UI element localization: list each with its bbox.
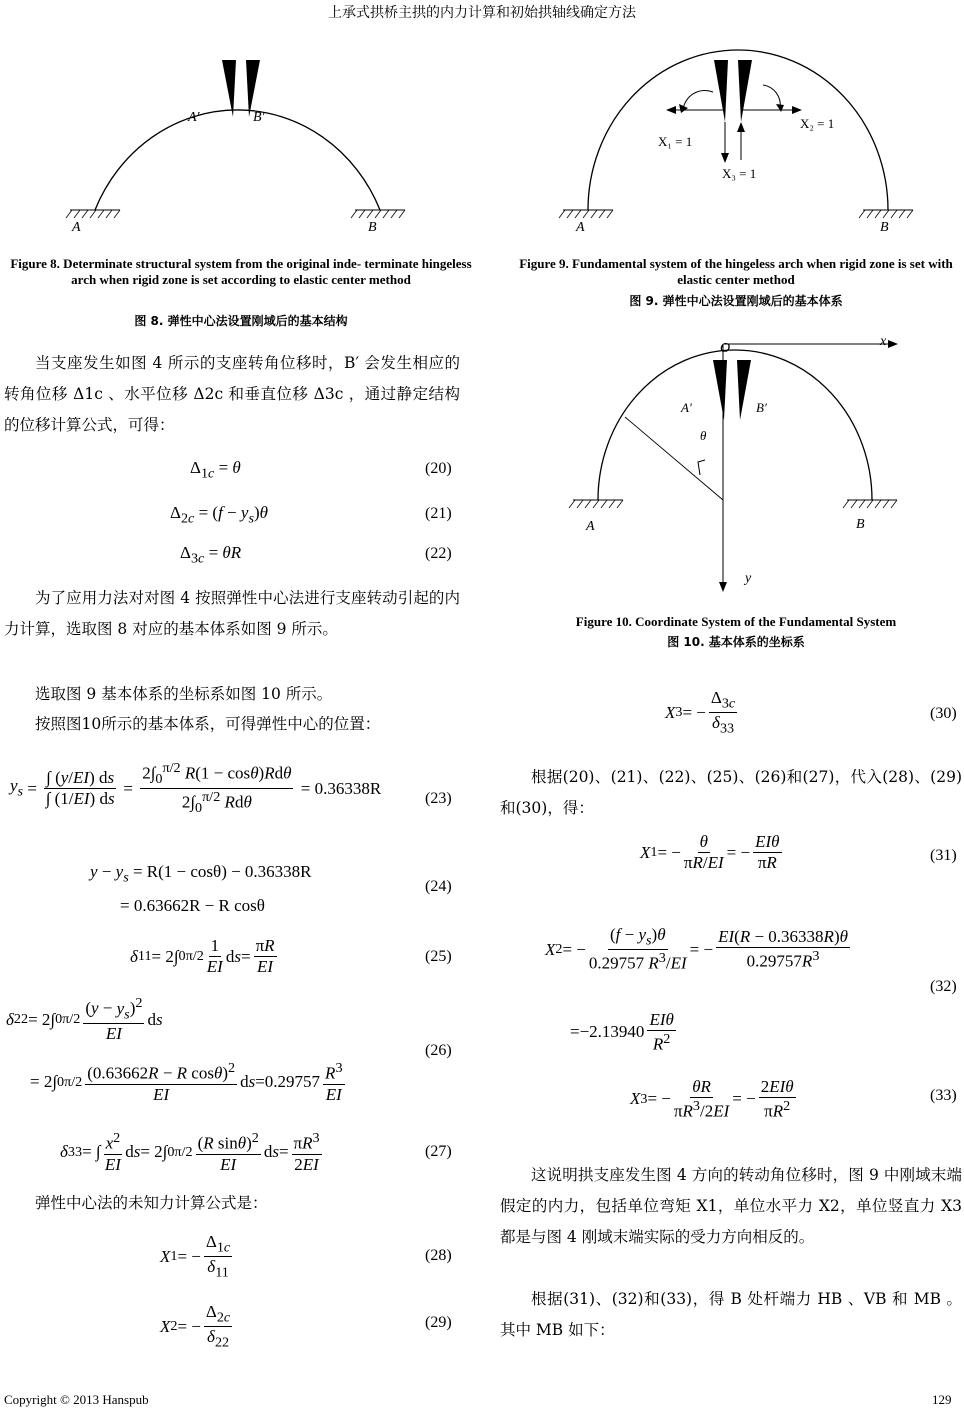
eq-number-23: (23): [425, 790, 452, 807]
equation-29: X 2 = − $\frac{\Delta_{2c}}{\delta_{22}}$: [160, 1302, 231, 1351]
eq-number-20: (20): [425, 460, 452, 477]
label-a: A: [72, 220, 81, 235]
label-x3: X₃ = 1: [722, 166, 757, 181]
eq-number-24: (24): [425, 878, 452, 895]
label-a: A: [576, 220, 585, 235]
label-b-prime: B′: [253, 110, 265, 125]
left-paragraph-5: 弹性中心法的未知力计算公式是：: [35, 1194, 268, 1212]
equation-26-line2: = 2∫ 0 π/2 $\frac{(0.63662R - R \cos\theta)^2}{EI}$ d s = 0.29757 $\frac{R^3}{EI}$: [30, 1060, 343, 1104]
arch-curve: [598, 350, 872, 500]
label-b: B: [880, 220, 889, 235]
equation-30: X 3 = − $\frac{\Delta_{3c}}{\delta_{33}}$: [665, 688, 736, 737]
label-a-prime: A′: [188, 110, 200, 125]
eq-number-25: (25): [425, 948, 452, 965]
eq-number-31: (31): [930, 847, 957, 864]
figure-9-caption-cn: 图 9. 弹性中心法设置刚域后的基本体系: [629, 294, 843, 308]
equation-20: $\Delta_{1c} = \theta$: [190, 458, 241, 482]
eq-number-29: (29): [425, 1314, 452, 1331]
label-x2: X₂ = 1: [800, 116, 835, 131]
eq-number-30: (30): [930, 705, 957, 722]
equation-32: X 2 = − $\frac{(f - y_s)\theta}{0.29757 R^3/EI}$ = − $\frac{EI(R - 0.36338R)\theta}{0.29757R^3}$: [545, 925, 848, 974]
label-b-prime: B′: [756, 400, 767, 415]
figure-9-diagram: [548, 30, 938, 245]
rigid-zone-right: [246, 60, 260, 117]
label-y: y: [745, 571, 752, 586]
equation-22: $\Delta_{3c} = \theta R$: [180, 543, 242, 567]
equation-24-line2: = 0.63662R − R cosθ: [120, 896, 265, 915]
right-paragraph-3: 根据(31)、(32)和(33)，得 B 处杆端力 HB 、VB 和 MB 。其中 MB 如下：: [500, 1290, 962, 1339]
equation-21: $\Delta_{2c} = (f - y_s)\theta$: [170, 503, 268, 527]
figure-9-caption-en: Figure 9. Fundamental system of the hingeless arch when rigid zone is set with elastic center method: [519, 256, 953, 287]
equation-23: $y_s$ = $\frac{\int (y/EI) ds}{\int (1/EI) ds}$ = $\frac{2\int_0^{\pi/2} R(1 - \cos\theta)Rd\theta}{2\int_0^{\pi/2} Rd\theta}$ = 0.36338R: [10, 760, 382, 817]
eq-number-21: (21): [425, 505, 452, 522]
left-paragraph-1: 当支座发生如图 4 所示的支座转角位移时，B′ 会发生相应的转角位移 Δ1c 、水平位移 Δ2c 和垂直位移 Δ3c ，通过静定结构的位移计算公式，可得：: [4, 354, 460, 434]
left-paragraph-2: 为了应用力法对对图 4 按照弹性中心法进行支座转动引起的内力计算，选取图 8 对应的基本体系如图 9 所示。: [4, 589, 460, 638]
equation-31: X 1 = − $\frac{\theta}{\pi R/EI}$ = − $\frac{\text{EIθ}}{\pi R}$: [640, 832, 780, 872]
left-paragraph-4: 按照图10所示的基本体系，可得弹性中心的位置：: [35, 715, 381, 733]
radius-line: [625, 417, 723, 500]
figure-10-caption-cn: 图 10. 基本体系的坐标系: [667, 635, 805, 649]
label-x: x: [880, 334, 887, 349]
right-paragraph-2: 这说明拱支座发生图 4 方向的转动角位移时，图 9 中刚域末端假定的内力，包括单位弯矩 X1，单位水平力 X2，单位竖直力 X3 都是与图 4 刚域末端实际的受力方向相反的。: [500, 1166, 962, 1246]
rigid-zone-left: [222, 60, 236, 117]
eq-number-28: (28): [425, 1247, 452, 1264]
right-paragraph-1: 根据(20)、(21)、(22)、(25)、(26)和(27)，代入(28)、(29)和(30)，得：: [500, 768, 962, 817]
eq-number-22: (22): [425, 545, 452, 562]
equation-27: δ 33 = ∫ $\frac{x^2}{EI}$ d s = 2∫ 0 π/2 $\frac{(R \sin\theta)^2}{EI}$ d s = $\frac{\pi R^3}{2EI}$: [60, 1130, 320, 1174]
figure-8-diagram: [50, 30, 450, 245]
left-paragraph-3: 选取图 9 基本体系的坐标系如图 10 所示。: [35, 685, 333, 703]
label-x1: X₁ = 1: [658, 134, 693, 149]
equation-24: $y - y_s = R(1 - \cos\theta) - 0.36338R$: [90, 862, 312, 886]
ys-value: 0.36338R: [314, 778, 382, 798]
figure-8-caption-en: Figure 8. Determinate structural system from the original inde- terminate hingeless arch when rigid zone is set according to elastic center method: [10, 256, 472, 287]
label-theta: θ: [700, 428, 707, 443]
rigid-zone-right: [738, 60, 752, 122]
running-header: 上承式拱桥主拱的内力计算和初始拱轴线确定方法: [328, 5, 636, 21]
label-a: A: [586, 519, 595, 534]
label-o: O: [720, 341, 731, 356]
rigid-zone-left: [714, 60, 728, 122]
figure-8-caption-cn: 图 8. 弹性中心法设置刚域后的基本结构: [134, 314, 348, 328]
arch-curve: [95, 110, 380, 210]
eq-number-32: (32): [930, 978, 957, 995]
eq-number-33: (33): [930, 1087, 957, 1104]
eq-number-26: (26): [425, 1042, 452, 1059]
equation-28: X 1 = − $\frac{\Delta_{1c}}{\delta_{11}}$: [160, 1232, 231, 1281]
label-a-prime: A′: [681, 400, 692, 415]
label-b: B: [368, 220, 377, 235]
figure-10-diagram: [560, 330, 940, 600]
equation-33: X 3 = − $\frac{\theta R}{\pi R^3/2EI}$ = − $\frac{\text{2EIθ}}{\pi R^2}$: [630, 1077, 794, 1121]
footer-copyright: Copyright © 2013 Hanspub: [4, 1392, 149, 1407]
equation-26: δ 22 = 2∫ 0 π/2 $\frac{(y - y_s)^2}{EI}$ d s: [6, 995, 163, 1044]
equation-25: δ 11 = 2∫ 0 π/2 $\frac{1}{EI}$ d s = $\frac{\pi R}{EI}$: [130, 936, 275, 976]
footer-page-number: 129: [932, 1392, 952, 1407]
eq-number-27: (27): [425, 1143, 452, 1160]
equation-32-line2: = −2.13940 $\frac{\text{EIθ}}{R^2}$: [570, 1010, 674, 1054]
label-b: B: [856, 517, 865, 532]
figure-10-caption-en: Figure 10. Coordinate System of the Fundamental System: [575, 614, 897, 629]
